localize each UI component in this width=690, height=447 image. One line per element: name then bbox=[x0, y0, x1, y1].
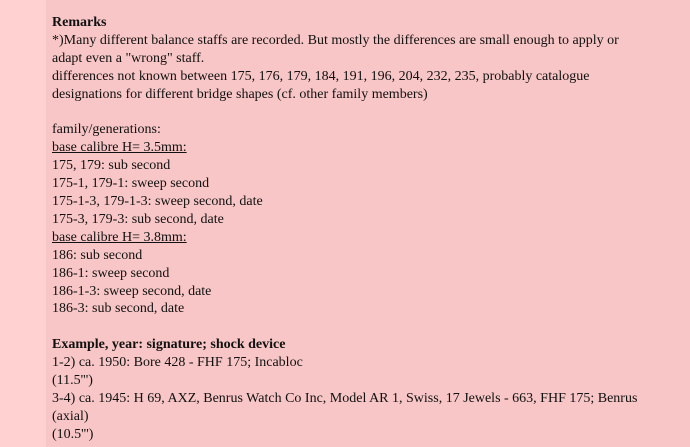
remarks-heading: Remarks bbox=[52, 15, 107, 30]
family-item: 186-1: sweep second bbox=[52, 265, 170, 281]
examples-heading: Example, year: signature; shock device bbox=[52, 337, 286, 353]
family-item: 175-1-3, 179-1-3: sweep second, date bbox=[52, 194, 263, 210]
document-body bbox=[52, 14, 682, 444]
family-group-title: base calibre H= 3.5mm: bbox=[52, 140, 187, 156]
remarks-paragraph-1-line-2: adapt even a "wrong" staff. bbox=[52, 50, 205, 66]
family-item: 175-1, 179-1: sweep second bbox=[52, 176, 210, 192]
remarks-paragraph-1-line-1: *)Many different balance staffs are recorded. But mostly the differences are small enough to apply or bbox=[52, 32, 619, 48]
example-line: 1-2) ca. 1950: Bore 428 - FHF 175; Incabloc bbox=[52, 355, 303, 371]
family-group-title: base calibre H= 3.8mm: bbox=[52, 229, 187, 245]
spacer bbox=[52, 104, 682, 122]
spacer bbox=[52, 318, 682, 336]
family-item: 175, 179: sub second bbox=[52, 158, 171, 174]
family-item: 186-3: sub second, date bbox=[52, 301, 185, 317]
family-heading: family/generations: bbox=[52, 122, 161, 138]
example-line: 3-4) ca. 1945: H 69, AXZ, Benrus Watch Co Inc, Model AR 1, Swiss, 17 Jewels - 663, FHF 175; Benrus bbox=[52, 391, 638, 406]
remarks-paragraph-2-line-2: designations for different bridge shapes (cf. other family members) bbox=[52, 86, 428, 102]
family-item: 186: sub second bbox=[52, 247, 143, 263]
example-line: (10.5''') bbox=[52, 426, 94, 442]
example-line: (axial) bbox=[52, 408, 89, 424]
family-item: 186-1-3: sweep second, date bbox=[52, 283, 212, 299]
family-item: 175-3, 179-3: sub second, date bbox=[52, 211, 224, 227]
example-line: (11.5''') bbox=[52, 373, 93, 389]
remarks-paragraph-2-line-1: differences not known between 175, 176, 179, 184, 191, 196, 204, 232, 235, probably catalogue bbox=[52, 68, 590, 84]
